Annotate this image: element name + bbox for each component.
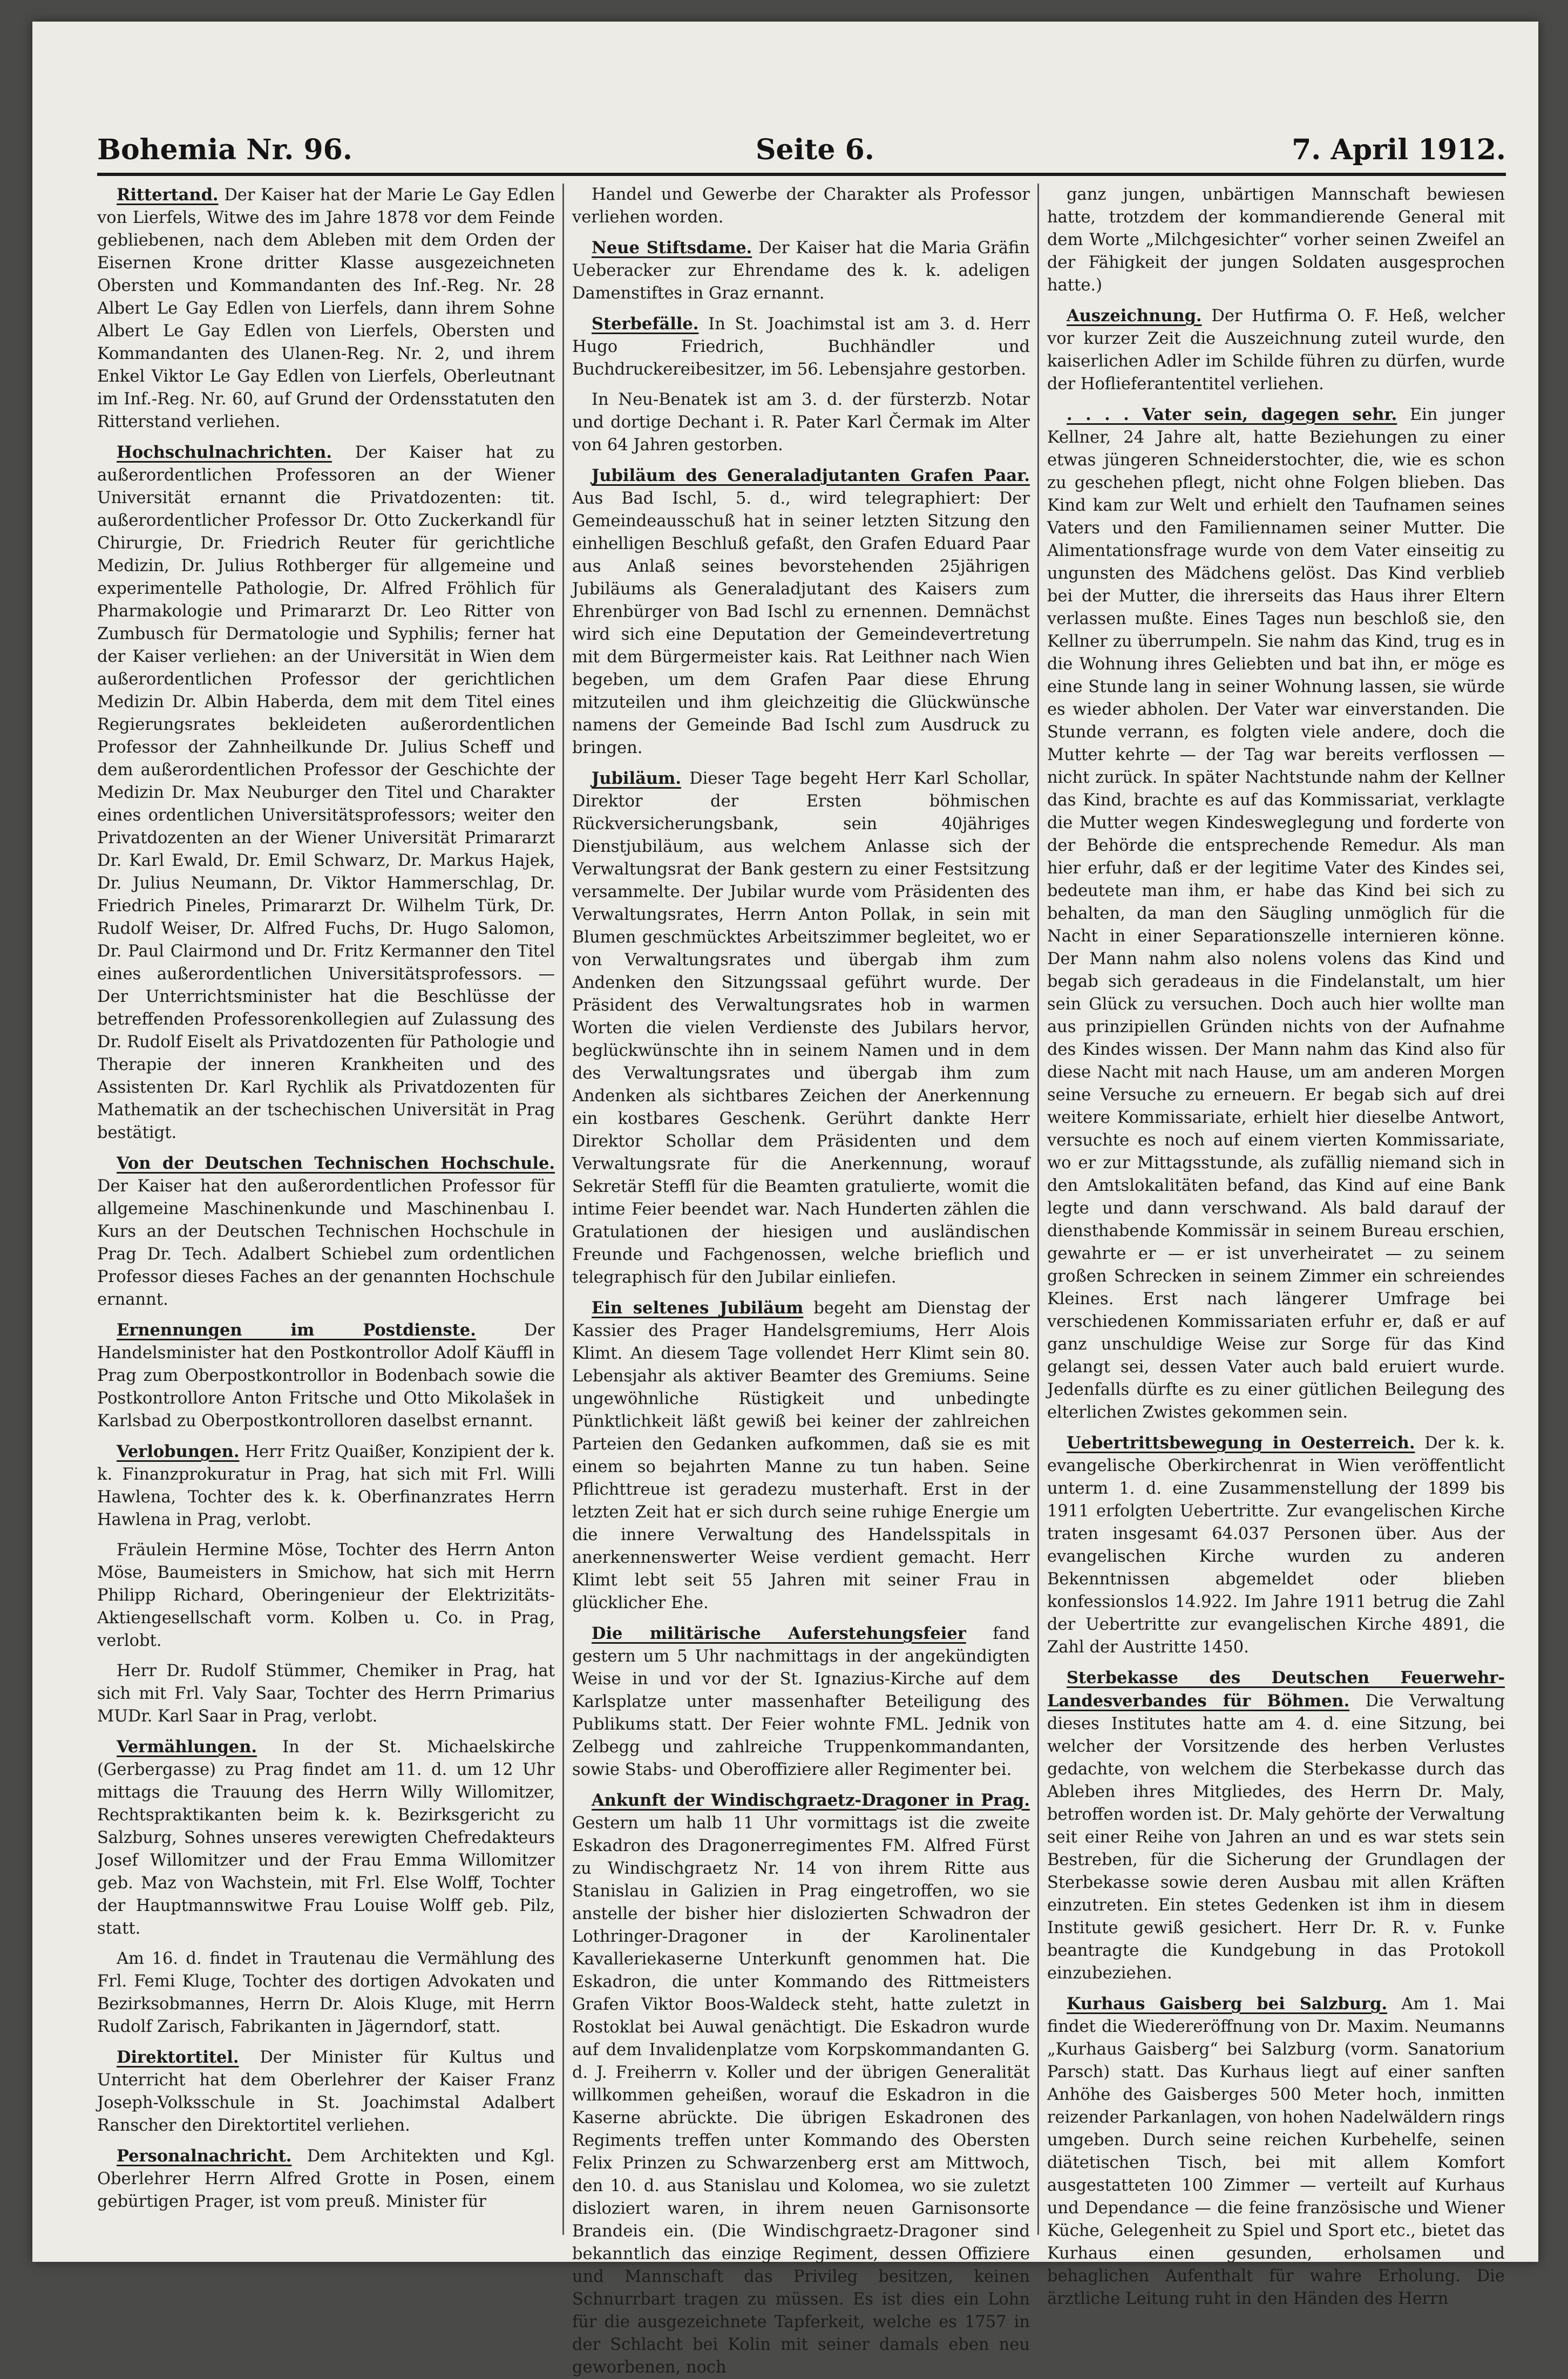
column-1 (97, 184, 555, 2235)
news-item-text: Der Minister für Kultus und Unterricht hat dem Oberlehrer der Kaiser Franz Joseph-Volksschule in St. Joachimstal Adalbert Ranscher den Direktortitel verliehen. (97, 2048, 555, 2135)
news-item-text: Dieser Tage begeht Herr Karl Schollar, Direktor der Ersten böhmischen Rückversicherungsbank, sein 40jähriges Dienstjubiläum, aus welchem Anlasse sich der Verwaltungsrat der Bank gestern zu einer Festsitzung versammelte. Der Jubilar wurde vom Präsidenten des Verwaltungsrates, Herrn Anton Pollak, in sein mit Blumen geschmücktes Arbeitszimmer begleitet, wo er von Verwaltungsrates und übergab ihm zum Andenken den Sitzungssaal geführt wurde. Der Präsident des Verwaltungsrates hob in warmen Worten die vielen Verdienste des Jubilars hervor, beglückwünschte ihn in seinem Namen und in dem des Verwaltungsrates und übergab ihm zum Andenken als sichtbares Zeichen der Anerkennung ein kostbares Geschenk. Gerührt dankte Herr Direktor Schollar dem Präsidenten und dem Verwaltungsrate für die Anerkennung, worauf Sekretär Steffl für die Beamten gratulierte, womit die intime Feier beendet war. Nach Hunderten zählen die Gratulationen der hiesigen und ausländischen Freunde und Fachgenossen, welche brieflich und telegraphisch für den Jubilar einliefen. (572, 769, 1030, 1287)
news-item (97, 2046, 555, 2137)
news-item-text: Der Kaiser hat zu außerordentlichen Professoren an der Wiener Universität ernannt die Privatdozenten: tit. außerordentlicher Professor Dr. Otto Zuckerkandl für Chirurgie, Dr. Friedrich Reuter für gerichtliche Medizin, Dr. Julius Rothberger für allgemeine und experimentelle Pathologie, Dr. Alfred Fröhlich für Pharmakologie und Primararzt Dr. Leo Ritter von Zumbusch für Dermatologie und Syphilis; ferner hat der Kaiser verliehen: an der Universität in Wien dem außerordentlichen Professor der gerichtlichen Medizin Dr. Albin Haberda, dem mit dem Titel eines Regierungsrates bekleideten außerordentlichen Professor der Zahnheilkunde Dr. Julius Scheff und dem außerordentlichen Professor der Geschichte der Medizin Dr. Max Neuburger den Titel und Charakter eines ordentlichen Universitätsprofessors; weiter den Privatdozenten an der Wiener Universität Primararzt Dr. Karl Ewald, Dr. Emil Schwarz, Dr. Markus Hajek, Dr. Julius Neumann, Dr. Viktor Hammerschlag, Dr. Friedrich Pineles, Primararzt Dr. Wilhelm Türk, Dr. Rudolf Weiser, Dr. Alfred Fuchs, Dr. Hugo Salomon, Dr. Paul Clairmond und Dr. Fritz Kermanner den Titel eines außerordentlichen Universitätsprofessors. — Der Unterrichtsminister hat die Beschlüsse der betreffenden Professorenkollegien auf Zulassung des Dr. Rudolf Eiselt als Privatdozenten für Pathologie und Therapie der inneren Krankheiten und des Assistenten Dr. Karl Rychlik als Privatdozenten für Mathematik an der tschechischen Universität in Prag bestätigt. (97, 443, 555, 1142)
news-item-text: Herr Dr. Rudolf Stümmer, Chemiker in Prag, hat sich mit Frl. Valy Saar, Tochter des Herrn Primarius MUDr. Karl Saar in Prag, verlobt. (97, 1662, 555, 1726)
news-item-text: Der Kaiser hat die Maria Gräfin Ueberacker zur Ehrendame des k. k. adeligen Damenstiftes in Graz ernannt. (572, 239, 1030, 303)
news-item (97, 441, 555, 1144)
news-item-heading: Neue Stiftsdame. (592, 238, 752, 257)
news-item-text: fand gestern um 5 Uhr nachmittags in der angekündigten Weise in und vor der St. Ignazius-Kirche auf dem Karlsplatze unter massenhafter Beteiligung des Publikums statt. Der Feier wohnte FML. Jednik von Zelbegg und zahlreiche Truppenkommandanten, sowie Stabs- und Oberoffiziere aller Regimenter bei. (572, 1624, 1030, 1779)
news-item (572, 236, 1030, 305)
news-item-heading: Verlobungen. (117, 1442, 240, 1461)
news-item (572, 1297, 1030, 1615)
news-item-heading: Jubiläum. (592, 769, 681, 788)
column-2 (572, 184, 1030, 2377)
news-item-text: Am 1. Mai findet die Wiedereröffnung von Dr. Maxim. Neumanns „Kurhaus Gaisberg“ bei Salzburg (vorm. Sanatorium Parsch) statt. Das Kurhaus liegt auf einer sanften Anhöhe des Gaisberges 500 Meter hoch, inmitten reizender Parkanlagen, von hohen Nadelwäldern rings umgeben. Durch seine reichen Kurbehelfe, seinen diätetischen Tisch, bei mit allem Komfort ausgestatteten 100 Zimmer — verteilt auf Kurhaus und Dependance — die feine französische und Wiener Küche, Gelegenheit zu Spiel und Sport etc., bietet das Kurhaus einen gesunden, erholsamen und behaglichen Aufenthalt für wahre Erholung. Die ärztliche Leitung ruht in den Händen des Herrn (1047, 1995, 1505, 2308)
news-item (97, 1440, 555, 1531)
news-item-text: In St. Joachimstal ist am 3. d. Herr Hugo Friedrich, Buchhändler und Buchdruckereibesitzer, im 56. Lebensjahre gestorben. (572, 315, 1030, 379)
news-item-text: Dem Architekten und Kgl. Oberlehrer Herrn Alfred Grotte in Posen, einem gebürtigen Prager, ist vom preuß. Minister für (97, 2147, 555, 2211)
news-item-heading: Hochschulnachrichten. (117, 443, 332, 462)
news-item-text: Gestern um halb 11 Uhr vormittags ist die zweite Eskadron des Dragonerregimentes FM. Alfred Fürst zu Windischgraetz Nr. 14 von ihrem Ritte aus Stanislau in Galizien in Prag eingetroffen, wo sie anstelle der bisher hier dislozierten Schwadron der Lothringer-Dragoner in der Karolinentaler Kavalleriekaserne Unterkunft genommen hat. Die Eskadron, die unter Kommando des Rittmeisters Grafen Viktor Boos-Waldeck steht, hatte zuletzt in Rostoklat bei Auwal genächtigt. Die Eskadron wurde auf dem Invalidenplatze vom Korpskommandanten G. d. J. Freiherrn v. Koller und der übrigen Generalität willkommen geheißen, worauf die Eskadron in die Kaserne abrückte. Die übrigen Eskadronen des Regiments treffen unter Kommando des Obersten Felix Prinzen zu Schwarzenberg erst am Mittwoch, den 10. d. aus Stanislau und Kolomea, wo sie zuletzt disloziert waren, in ihrem neuen Garnisonsorte Brandeis ein. (Die Windischgraetz-Dragoner sind bekanntlich das einzige Regiment, dessen Offiziere und Mannschaft das Privileg besitzen, keinen Schnurrbart tragen zu müssen. Es ist dies ein Lohn für die ausgezeichnete Tapferkeit, welche es 1757 in der Schlacht bei Kolin mit seiner damals eben neu geworbenen, noch (572, 1814, 1030, 2377)
news-item (572, 464, 1030, 760)
news-item-text: Herr Fritz Quaißer, Konzipient der k. k. Finanzprokuratur in Prag, hat sich mit Frl. Willi Hawlena, Tochter des k. k. Oberfinanzrates Herrn Hawlena in Prag, verlobt. (97, 1442, 555, 1529)
news-item-heading: Vermählungen. (117, 1737, 257, 1757)
news-item (1047, 304, 1505, 396)
news-item-text: Der Kaiser hat der Marie Le Gay Edlen von Lierfels, Witwe des im Jahre 1878 vor dem Feinde gebliebenen, nach dem Ableben mit dem Orden der Eisernen Krone dritter Klasse ausgezeichneten Obersten und Kommandanten des Inf.-Reg. Nr. 28 Albert Le Gay Edlen von Lierfels, dann ihrem Sohne Albert Le Gay Edlen von Lierfels, Obersten und Kommandanten des Ulanen-Reg. Nr. 2, und ihrem Enkel Viktor Le Gay Edlen von Lierfels, Oberleutnant im Inf.-Reg. Nr. 60, auf Grund der Ordensstatuten den Ritterstand verliehen. (97, 186, 555, 431)
news-item-text: In der St. Michaelskirche (Gerbergasse) zu Prag findet am 11. d. um 12 Uhr mittags die Trauung des Herrn Willy Willomitzer, Rechtspraktikanten beim k. k. Bezirksgericht zu Salzburg, Sohnes unseres verewigten Chefredakteurs Josef Willomitzer und der Frau Emma Willomitzer geb. Maz von Wachstein, mit Frl. Else Wolff, Tochter der Hauptmannswitwe Frau Louise Wolff geb. Pilz, statt. (97, 1738, 555, 1938)
news-item-heading: Die militärische Auferstehungsfeier (592, 1624, 966, 1643)
page-header (97, 124, 1506, 176)
news-item-text: Aus Bad Ischl, 5. d., wird telegraphiert: Der Gemeindeausschuß hat in seiner letzten Sitzung den einhelligen Beschluß gefaßt, den Grafen Eduard Paar aus Anlaß seines bevorstehenden 25jährigen Jubiläums als Generaladjutant des Kaisers zum Ehrenbürger von Bad Ischl zu ernennen. Demnächst wird sich eine Deputation der Gemeindevertretung mit dem Bürgermeister kais. Rat Leithner nach Wien begeben, um dem Grafen Paar diese Ehrung mitzuteilen und ihm gleichzeitig die Glückwünsche namens der Gemeinde Bad Ischl zum Ausdruck zu bringen. (572, 489, 1030, 757)
page-number: Seite 6. (756, 133, 874, 166)
news-item (97, 1660, 555, 1728)
news-item (97, 2145, 555, 2213)
news-item-text: Der Handelsminister hat den Postkontrollor Adolf Käuffl in Prag zum Oberpostkontrollor in Bodenbach sowie die Postkontrollore Anton Fritsche und Otto Mikolašek in Karlsbad zu Oberpostkontrolloren daselbst ernannt. (97, 1321, 555, 1431)
news-item-heading: . . . . Vater sein, dagegen sehr. (1067, 405, 1397, 424)
news-item-heading: Rittertand. (117, 185, 219, 205)
news-item-text: Die Verwaltung dieses Institutes hatte am 4. d. eine Sitzung, bei welcher der Vorsitzende des herben Verlustes gedachte, von welchem die Sterbekasse durch das Ableben ihres Mitgliedes, des Herrn Dr. Maly, betroffen worden ist. Dr. Maly gehörte der Verwaltung seit einer Reihe von Jahren an und es war stets sein Bestreben, für die Sicherung der Grundlagen der Sterbekasse sowie deren Ausbau mit allen Kräften einzutreten. Ein stetes Gedenken ist ihm in diesem Institute gewiß gesichert. Herr Dr. R. v. Funke beantragte die Kundgebung in das Protokoll einzubeziehen. (1047, 1692, 1505, 1983)
news-item-heading: Kurhaus Gaisberg bei Salzburg. (1067, 1994, 1388, 2014)
news-item-heading: Sterbekasse des Deutschen Feuerwehr-Landesverbandes für Böhmen. (1047, 1668, 1505, 1711)
news-item-text: Ein junger Kellner, 24 Jahre alt, hatte Beziehungen zu einer etwas jüngeren Schneiderstochter, die, wie es schon zu geschehen pflegt, nicht ohne Folgen blieben. Das Kind kam zur Welt und erhielt den Taufnamen seines Vaters und den Familiennamen seiner Mutter. Die Alimentationsfrage wurde von dem Vater einseitig zu ungunsten des Mädchens gelöst. Das Kind verblieb bei der Mutter, die ihrerseits das Haus ihrer Eltern verlassen mußte. Eines Tages nun beschloß sie, den Kellner zu überrumpeln. Sie nahm das Kind, trug es in die Wohnung ihres Geliebten und bat ihn, er möge es eine Stunde lang in seiner Wohnung lassen, sie würde es wieder abholen. Der Vater war einverstanden. Die Stunde verrann, es folgten viele andere, doch die Mutter kehrte — der Tag war bereits verflossen — nicht zurück. In später Nachtstunde nahm der Kellner das Kind, brachte es auf das Kommissariat, verklagte die Mutter wegen Kindesweglegung und forderte von der Behörde die entsprechende Remedur. Als man hier erfuhr, daß er der legitime Vater des Kindes sei, bedeutete man ihm, er habe das Kind bei sich zu behalten, da man den Säugling unmöglich für die Nacht in einer Separationszelle internieren könne. Der Mann nahm also nolens volens das Kind und begab sich geradeaus in die Findelanstalt, um hier sein Glück zu versuchen. Doch auch hier wollte man aus prinzipiellen Gründen nichts von der Aufnahme des Kindes wissen. Der Mann nahm das Kind also für diese Nacht mit nach Hause, um am anderen Morgen seine Versuche zu erneuern. Er begab sich auf drei weitere Kommissariate, erhielt hier dieselbe Antwort, versuchte es noch auf einem vierten Kommissariate, wo er zur Mittagsstunde, als zufällig niemand sich in den Amtslokalitäten befand, das Kind auf eine Bank legte und dann verschwand. Als bald darauf der diensthabende Kommissär in seinem Bureau erschien, gewahrte er — er ist unverheiratet — zu seinem großen Schrecken in seinem Zimmer ein schreiendes Kleines. Erst nach längerer Umfrage bei verschiedenen Kommissariaten erfuhr er, daß er auf ganz unschuldige Weise zur Sorge für das Kind gelangt sei, dessen Vater auch bald eruiert wurde. Jedenfalls dürfte es zu einer gütlichen Beilegung des elterlichen Zwistes gekommen sein. (1047, 405, 1505, 1422)
news-item-heading: Von der Deutschen Technischen Hochschule. (117, 1154, 555, 1173)
news-item-text: In Neu-Benatek ist am 3. d. der fürsterzb. Notar und dortige Dechant i. R. Pater Karl Čermak im Alter von 64 Jahren gestorben. (572, 390, 1030, 455)
news-item-heading: Sterbefälle. (592, 314, 699, 334)
news-item-heading: Personalnachricht. (117, 2146, 292, 2166)
news-item (1047, 184, 1505, 297)
news-item (97, 1152, 555, 1311)
news-item-text: Der k. k. evangelische Oberkirchenrat in Wien veröffentlicht unterm 1. d. eine Zusammenstellung der 1899 bis 1911 erfolgten Uebertritte. Zur evangelischen Kirche traten insgesamt 64.037 Personen über. Aus der evangelischen Kirche wurden zu anderen Bekenntnissen abgemeldet oder blieben konfessionslos 14.922. Im Jahre 1911 betrug die Zahl der Uebertritte zur evangelischen Kirche 4891, die Zahl der Austritte 1450. (1047, 1434, 1505, 1657)
news-item (1047, 403, 1505, 1424)
newspaper-page (32, 22, 1538, 2377)
news-item-text: ganz jungen, unbärtigen Mannschaft bewiesen hatte, trotzdem der kommandierende General mit dem Worte „Milchgesichter“ vorher seinen Zweifel an der Fähigkeit der jungen Soldaten ausgesprochen hatte.) (1047, 185, 1505, 295)
news-item (572, 313, 1030, 381)
news-item (1047, 1432, 1505, 1659)
news-item (572, 184, 1030, 229)
news-item-heading: Ankunft der Windischgraetz-Dragoner in Prag. (592, 1791, 1030, 1810)
column-divider (562, 184, 564, 2235)
news-item (97, 1319, 555, 1433)
news-item-text: Handel und Gewerbe der Charakter als Professor verliehen worden. (572, 185, 1030, 227)
news-item-text: Am 16. d. findet in Trautenau die Vermählung des Frl. Femi Kluge, Tochter des dortigen Advokaten und Bezirksobmannes, Herrn Dr. Alois Kluge, mit Herrn Rudolf Zarisch, Fabrikanten in Jägerndorf, statt. (97, 1949, 555, 2036)
news-item-text: Fräulein Hermine Möse, Tochter des Herrn Anton Möse, Baumeisters in Smichow, hat sich mit Herrn Philipp Richard, Oberingenieur der Elektrizitäts-Aktiengesellschaft vorm. Kolben u. Co. in Prag, verlobt. (97, 1541, 555, 1650)
article-columns (97, 184, 1506, 2377)
news-item (572, 389, 1030, 457)
issue-number: Bohemia Nr. 96. (97, 133, 352, 166)
news-item (97, 1736, 555, 1940)
news-item-heading: Uebertrittsbewegung in Oesterreich. (1067, 1433, 1415, 1453)
news-item-text: Der Kaiser hat den außerordentlichen Professor für allgemeine Maschinenkunde und Maschinenbau I. Kurs an der Deutschen Technischen Hochschule in Prag Dr. Tech. Adalbert Schiebel zum ordentlichen Professor dieses Faches an der genannten Hochschule ernannt. (97, 1177, 555, 1309)
issue-date: 7. April 1912. (1292, 133, 1506, 166)
news-item-heading: Auszeichnung. (1067, 306, 1202, 326)
news-item (97, 184, 555, 433)
news-item (1047, 1666, 1505, 1985)
news-item-text: Der Hutfirma O. F. Heß, welcher vor kurzer Zeit die Auszeichnung zuteil wurde, den kaiserlichen Adler im Schilde führen zu dürfen, wurde der Hoflieferantentitel verliehen. (1047, 307, 1505, 394)
news-item (97, 1539, 555, 1652)
news-item-text: begeht am Dienstag der Kassier des Prager Handelsgremiums, Herr Alois Klimt. An diesem Tage vollendet Herr Klimt sein 80. Lebensjahr als aktiver Beamter des Gremiums. Seine ungewöhnliche Rüstigkeit und unbedingte Pünktlichkeit läßt gewiß bei keiner der zahlreichen Parteien den Gedanken aufkommen, daß sie es mit einem so bejahrten Manne zu tun haben. Seine Pflichttreue ist geradezu musterhaft. Erst in der letzten Zeit hat er sich durch seine ruhige Energie um die innere Verwaltung des Handelsspitals in anerkennenswerter Weise verdient gemacht. Herr Klimt lebt seit 55 Jahren mit seiner Frau in glücklicher Ehe. (572, 1299, 1030, 1612)
news-item (1047, 1992, 1505, 2310)
news-item-heading: Direktortitel. (117, 2048, 239, 2067)
column-3 (1047, 184, 1505, 2308)
news-item (572, 1622, 1030, 1781)
news-item (572, 1789, 1030, 2379)
news-item-heading: Ein seltenes Jubiläum (592, 1298, 804, 1318)
news-item-heading: Jubiläum des Generaladjutanten Grafen Paar. (592, 466, 1030, 485)
news-item (572, 767, 1030, 1289)
column-divider (1037, 184, 1039, 2235)
news-item (97, 1948, 555, 2038)
news-item-heading: Ernennungen im Postdienste. (117, 1320, 476, 1340)
